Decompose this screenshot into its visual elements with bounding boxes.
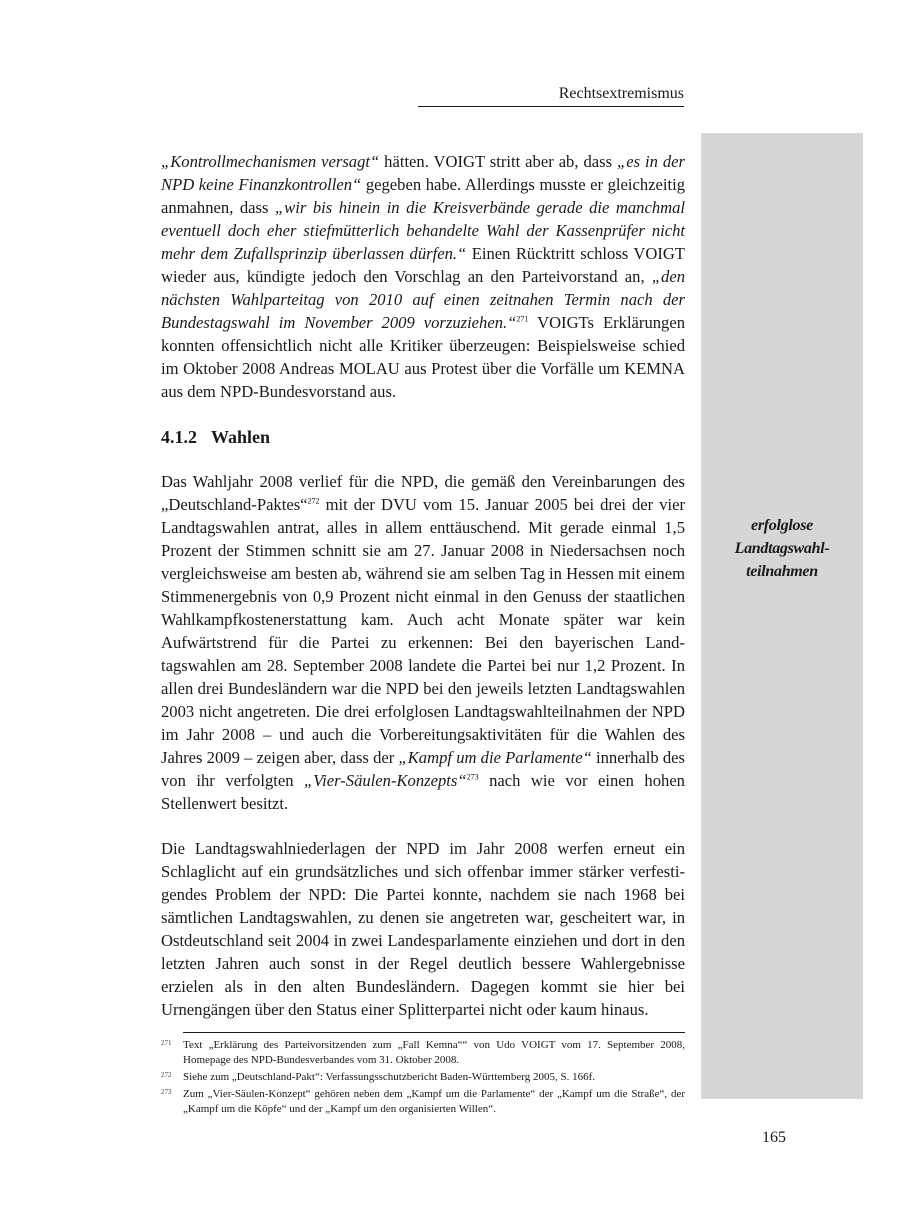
- margin-note: [701, 514, 863, 583]
- text-run: nach wie vor einen hohen Stellenwert besitzt.: [161, 771, 685, 813]
- text-run: innerhalb des von ihr verfolgten: [161, 748, 686, 790]
- quote: „wir bis hinein in die Kreisverbände gerade die manchmal eventuell doch eher stiefmütterlich behandelte Wahl der Kassenprüfer nicht mehr dem Zufallsprinzip überlassen dürfen.“: [161, 198, 686, 263]
- footnote-number: 273: [161, 1088, 172, 1096]
- footnote: [161, 1070, 685, 1085]
- running-head: Rechtsextremismus: [558, 85, 684, 102]
- text-run: hätten. VOIGT stritt aber ab, dass: [379, 152, 617, 171]
- margin-note-line: Landtagswahl-: [734, 540, 830, 557]
- margin-band: [701, 133, 863, 1099]
- paragraph: [161, 470, 685, 815]
- body-text: [161, 150, 685, 1021]
- footnote-number: 271: [161, 1039, 172, 1047]
- section-title: Wahlen: [211, 427, 271, 447]
- paragraph: [161, 150, 685, 403]
- quote: „es in der NPD keine Finanzkontrollen“: [161, 152, 685, 194]
- text-run: mit der DVU vom 15. Januar 2005 bei drei der vier Landtagswahlen antrat, alles in allem enttäuschend. Mit gerade einmal 1,5 Prozent der Stimmen schnitt sie am 27. Januar 2008 in Niedersachsen noch vergleichsweise am besten ab, während sie am selben Tag in Hessen mit einem Stimmenergebnis von 0,9 Prozent nicht einmal in den Genuss der staatlichen Wahlkampfkostenerstattung kam. Auch acht Monate später war kein Aufwärtstrend für die Partei zu erkennen: Bei den bayerischen Landtagswahlen am 28. September 2008 landete die Partei bei nur 1,2 Prozent. In allen drei Bundesländern war die NPD bei den jeweils letzten Landtagswahlen 2003 nicht angetreten. Die drei erfolglosen Landtagswahlteilnahmen der NPD im Jahr 2008 – und auch die Vorbereitungsaktivitäten für die Wahlen des Jahres 2009 – zeigen aber, dass der: [161, 495, 685, 767]
- quote: „den nächsten Wahlparteitag von 2010 auf einen zeitnahen Termin nach der Bundestagswahl im November 2009 vorzuziehen.“: [161, 267, 685, 332]
- footnote: [161, 1087, 685, 1117]
- text-run: Das Wahljahr 2008 verlief für die NPD, die gemäß den Vereinbarungen des „Deutschland-Paktes“: [161, 472, 685, 514]
- footnote-text: Zum „Vier-Säulen-Konzept“ gehören neben dem „Kampf um die Parlamente“ der „Kampf um die Straße“, der „Kampf um die Köpfe“ und der „Kampf um den organisierten Willen“.: [183, 1088, 685, 1115]
- text-run: gegeben habe. Allerdings musste er gleichzeitig anmahnen, dass: [161, 175, 686, 217]
- section-number: 4.1.2: [161, 427, 197, 447]
- quote: „Kampf um die Parlamente“: [398, 748, 592, 767]
- header-rule: [418, 106, 684, 107]
- paragraph: Die Landtagswahlniederlagen der NPD im Jahr 2008 werfen erneut ein Schlaglicht auf ein grundsätzliches und sich offenbar immer stärker verfestigendes Problem der NPD: Die Partei konnte, nachdem sie nach 1968 bei sämtlichen Landtagswahlen, zu denen sie angetreten war, gescheitert war, in Ostdeutschland seit 2004 in zwei Landesparlamente einziehen und dort in den letzten Jahren auch sonst in der Regel deutlich bessere Wahlergebnisse erzielen als in den alten Bundesländern. Dagegen kommt sie hier bei Urnengängen über den Status einer Splitterpartei nicht oder kaum hinaus.: [161, 839, 685, 1019]
- text-run: Einen Rücktritt schloss VOIGT wieder aus, kündigte jedoch den Vorschlag an den Parteivorstand an,: [161, 244, 685, 286]
- margin-note-line: erfolglose: [751, 517, 813, 534]
- footnote: [161, 1038, 685, 1068]
- footnote-text: Text „Erklärung des Parteivorsitzenden zum „Fall Kemna““ von Udo VOIGT vom 17. September 2008, Homepage des NPD-Bundesverbandes vom 31. Oktober 2008.: [183, 1039, 685, 1066]
- footnote-ref[interactable]: 273: [466, 772, 479, 782]
- quote: „Kontrollmechanismen versagt“: [161, 152, 380, 171]
- footnote-ref[interactable]: 271: [516, 314, 529, 324]
- footnote-rule: [183, 1032, 685, 1033]
- section-heading: [161, 425, 685, 449]
- footnote-ref[interactable]: 272: [307, 496, 320, 506]
- footnote-text: Siehe zum „Deutschland-Pakt“: Verfassungsschutzbericht Baden-Württemberg 2005, S. 166f.: [183, 1071, 595, 1083]
- text-run: VOIGTs Erklärungen konnten offensichtlich nicht alle Kritiker überzeugen: Beispielsweise schied im Oktober 2008 Andreas MOLAU aus Protest über die Vorfälle um KEMNA aus dem NPD-Bundesvorstand aus.: [161, 313, 686, 401]
- footnote-number: 272: [161, 1071, 172, 1079]
- page-number: 165: [762, 1129, 786, 1146]
- footnotes: [161, 1038, 685, 1119]
- quote: „Vier-Säulen-Konzepts“: [304, 771, 467, 790]
- margin-note-line: teilnahmen: [746, 563, 818, 580]
